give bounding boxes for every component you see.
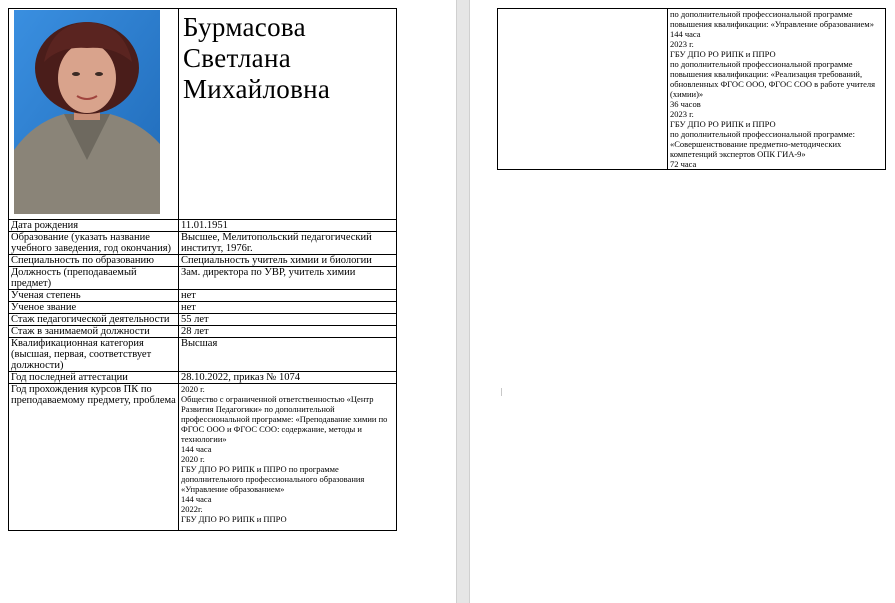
course-line: 144 часа: [181, 494, 212, 504]
row-label: Квалификационная категория (высшая, первая, соответствует должности): [9, 338, 179, 372]
row-value: Высшее, Мелитопольский педагогический институт, 1976г.: [179, 232, 397, 255]
table-row: [9, 220, 397, 232]
courses-continued-table: [497, 8, 886, 170]
row-label: Специальность по образованию: [9, 255, 179, 267]
course-line: ГБУ ДПО РО РИПК и ППРО: [181, 514, 287, 524]
course-line: Общество с ограниченной ответственностью «Центр Развития Педагогики» по дополнительной профессиональной программе: «Преподавание химии по ФГОС ООО и ФГОС СОО: содержание, методы и технологии»: [181, 394, 388, 444]
course-line: по дополнительной профессиональной программе повышения квалификации: «Управление образованием»: [670, 9, 874, 29]
row-value: Высшая: [179, 338, 397, 372]
name-line: Светлана: [183, 43, 292, 73]
row-value: 28.10.2022, приказ № 1074: [179, 372, 397, 384]
courses-list: [179, 384, 397, 531]
full-name: [179, 9, 397, 220]
portrait-photo: [14, 10, 160, 214]
table-row: [498, 9, 886, 170]
photo-cell: [9, 9, 179, 220]
table-row: [9, 302, 397, 314]
row-label: Должность (преподаваемый предмет): [9, 267, 179, 290]
table-row: [9, 267, 397, 290]
table-row: [9, 372, 397, 384]
text-cursor: [501, 388, 502, 396]
course-line: по дополнительной профессиональной программе: «Совершенствование предметно-методических компетенций экспертов ОПК ГИА-9»: [670, 129, 855, 159]
course-line: 144 часа: [670, 29, 701, 39]
row-value: Зам. директора по УВР, учитель химии: [179, 267, 397, 290]
page-gutter: [456, 0, 470, 603]
row-value: 28 лет: [179, 326, 397, 338]
courses-list-continued: [668, 9, 886, 170]
row-label: Год последней аттестации: [9, 372, 179, 384]
row-value: 55 лет: [179, 314, 397, 326]
course-line: по дополнительной профессиональной программе повышения квалификации: «Реализация требований, обновленных ФГОС ООО, ФГОС СОО в работе учителя (химии)»: [670, 59, 876, 99]
table-row: [9, 326, 397, 338]
course-line: 72 часа: [670, 159, 697, 169]
empty-cell: [498, 9, 668, 170]
courses-label: Год прохождения курсов ПК по преподаваемому предмету, проблема: [9, 384, 179, 531]
table-row: [9, 255, 397, 267]
row-label: Стаж в занимаемой должности: [9, 326, 179, 338]
document-page-2: [470, 0, 895, 603]
course-line: ГБУ ДПО РО РИПК и ППРО: [670, 49, 776, 59]
row-label: Дата рождения: [9, 220, 179, 232]
course-line: 2022г.: [181, 504, 203, 514]
row-value: нет: [179, 302, 397, 314]
course-line: 36 часов: [670, 99, 701, 109]
name-line: Бурмасова: [183, 12, 306, 42]
row-value: 11.01.1951: [179, 220, 397, 232]
table-row: [9, 384, 397, 531]
course-line: ГБУ ДПО РО РИПК и ППРО по программе дополнительного профессионального образования «Управление образованием»: [181, 464, 365, 494]
table-row: [9, 314, 397, 326]
row-value: нет: [179, 290, 397, 302]
table-row: [9, 290, 397, 302]
row-label: Ученая степень: [9, 290, 179, 302]
course-line: ГБУ ДПО РО РИПК и ППРО: [670, 119, 776, 129]
table-row: [9, 232, 397, 255]
course-line: 144 часа: [181, 444, 212, 454]
name-line: Михайловна: [183, 74, 331, 104]
row-label: Ученое звание: [9, 302, 179, 314]
course-line: 2023 г.: [670, 39, 694, 49]
course-line: 2020 г.: [181, 384, 205, 394]
row-label: Образование (указать название учебного заведения, год окончания): [9, 232, 179, 255]
table-row: [9, 338, 397, 372]
row-value: Специальность учитель химии и биологии: [179, 255, 397, 267]
row-label: Стаж педагогической деятельности: [9, 314, 179, 326]
course-line: 2023 г.: [670, 109, 694, 119]
profile-table: [8, 8, 397, 531]
course-line: 2020 г.: [181, 454, 205, 464]
